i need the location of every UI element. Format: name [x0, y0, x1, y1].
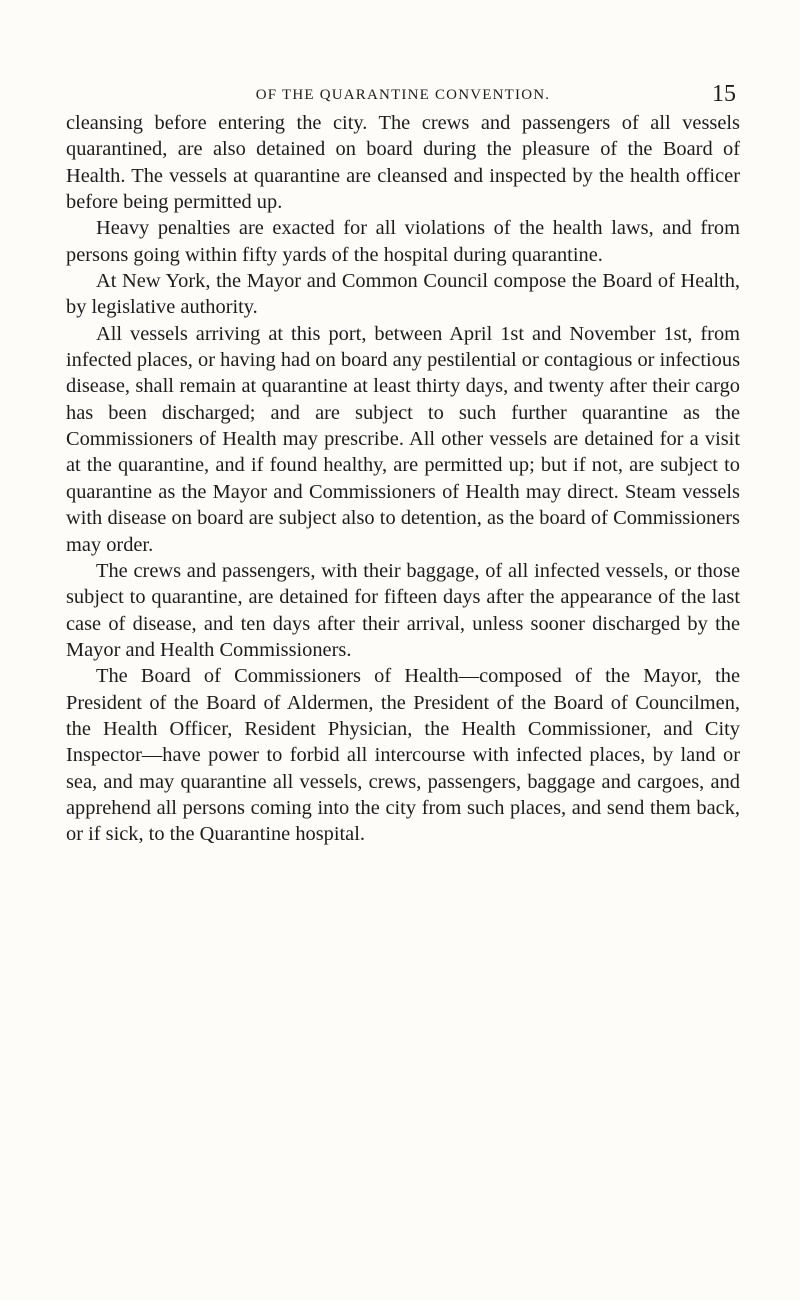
paragraph-crews-passengers: The crews and passengers, with their baggage, of all infected vessels, or those subject to quarantine, are detained for fifteen days after the appearance of the last case of disease, and ten days after their arrival, unless sooner discharged by the Mayor and Health Commissioners.	[66, 559, 740, 661]
paragraph-health-law-penalties: Heavy penalties are exacted for all violations of the health laws, and from persons going within fifty yards of the hospital during quarantine.	[66, 217, 740, 266]
paragraph-vessel-rules: All vessels arriving at this port, between April 1st and November 1st, from infected places, or having had on board any pestilential or contagious or infectious disease, shall remain at quarantine at least thirty days, and twenty after their cargo has been discharged; and are subject to such further quarantine as the Commissioners of Health may prescribe. All other vessels are detained for a visit at the quarantine, and if found healthy, are permitted up; but if not, are subject to quarantine as the Mayor and Commissioners of Health may direct. Steam vessels with disease on board are subject also to detention, as the board of Commissioners may order.	[66, 322, 740, 556]
page-number: 15	[712, 81, 736, 107]
body-text	[66, 110, 740, 848]
paragraph-quarantine-cleansing: cleansing before entering the city. The crews and passengers of all vessels quarantined, are also detained on board during the pleasure of the Board of Health. The vessels at quarantine are cleansed and inspected by the health officer before being permitted up.	[66, 112, 740, 214]
running-header	[66, 80, 740, 110]
running-title: OF THE QUARANTINE CONVENTION.	[255, 87, 551, 103]
paragraph-new-york-board: At New York, the Mayor and Common Council compose the Board of Health, by legislative authority.	[66, 270, 740, 319]
paragraph-board-powers: The Board of Commissioners of Health—composed of the Mayor, the President of the Board of Aldermen, the President of the Board of Councilmen, the Health Officer, Resident Physician, the Health Commissioner, and City Inspector—have power to forbid all intercourse with infected places, by land or sea, and may quarantine all vessels, crews, passengers, baggage and cargoes, and apprehend all persons coming into the city from such places, and send them back, or if sick, to the Quarantine hospital.	[66, 665, 740, 846]
